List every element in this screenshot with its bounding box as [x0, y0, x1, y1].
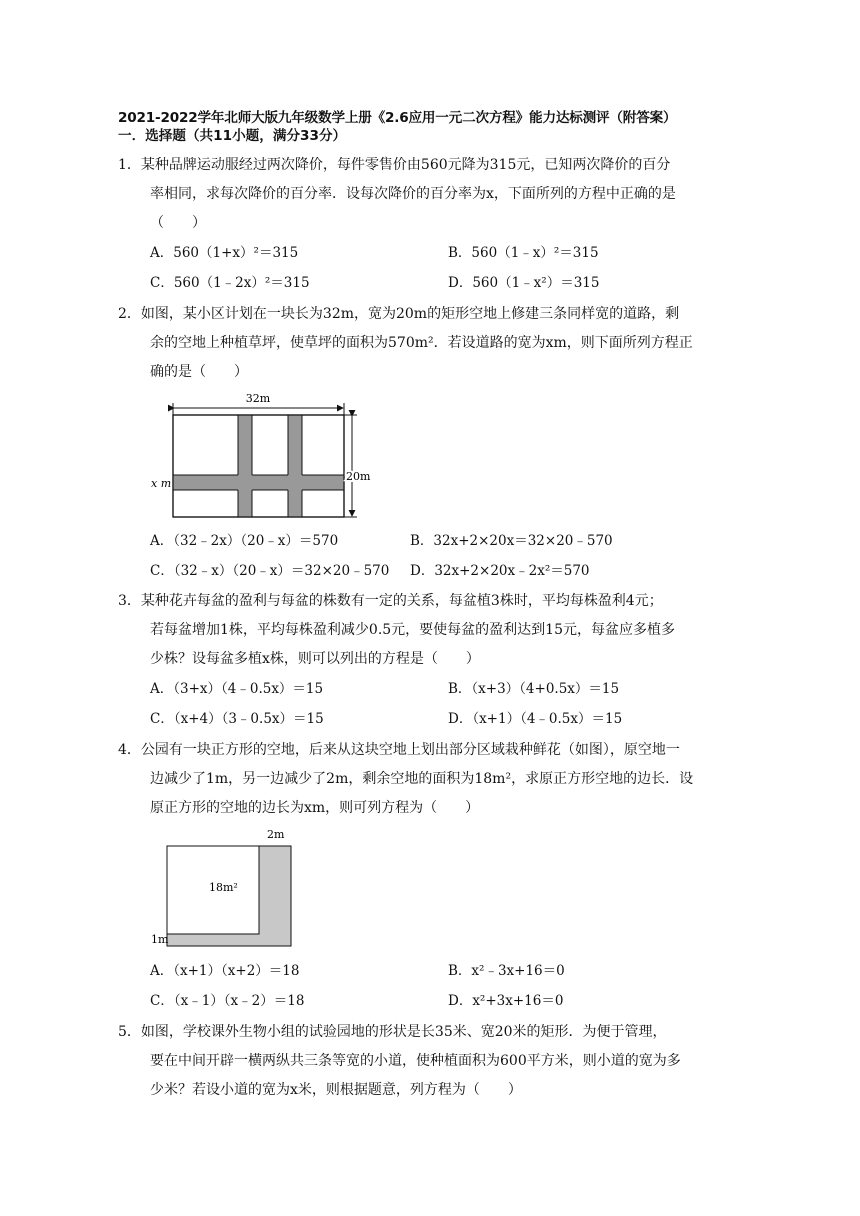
q4-option-a: A．（x+1）（x+2）＝18	[150, 963, 300, 979]
q4-option-d: D．x²+3x+16＝0	[448, 993, 564, 1009]
q1-option-d: D．560（1﹣x²）＝315	[448, 275, 600, 291]
q4-bottom-label: 1m	[151, 933, 169, 946]
q3-option-b: B．（x+3）（4+0.5x）＝15	[448, 681, 620, 697]
q2-option-c: C．（32﹣x）（20﹣x）＝32×20﹣570	[150, 563, 390, 579]
q3-line-2: 若每盆增加1株，平均每株盈利减少0.5元，要使每盆的盈利达到15元，每盆应多植多	[150, 622, 675, 638]
q4-area-label: 18m²	[209, 881, 238, 894]
q1-option-c: C．560（1﹣2x）²＝315	[150, 275, 310, 291]
q2-option-b: B．32x+2×20x＝32×20﹣570	[410, 533, 613, 549]
q2-line-2: 余的空地上种植草坪，使草坪的面积为570m²．若设道路的宽为xm，则下面所列方程正	[150, 335, 693, 351]
q4-line-2: 边减少了1m，另一边减少了2m，剩余空地的面积为18m²，求原正方形空地的边长．设	[150, 771, 694, 787]
q1-line-1: 1．某种品牌运动服经过两次降价，每件零售价由560元降为315元，已知两次降价的百分	[118, 157, 671, 173]
q2-option-a: A．（32﹣2x）（20﹣x）＝570	[150, 533, 339, 549]
q3-option-c: C．（x+4）（3﹣0.5x）＝15	[150, 711, 324, 727]
document-title: 2021-2022学年北师大版九年级数学上册《2.6应用一元二次方程》能力达标测评（附答案）	[118, 110, 677, 126]
q4-option-b: B．x²﹣3x+16＝0	[448, 963, 565, 979]
q3-line-1: 3．某种花卉每盆的盈利与每盆的株数有一定的关系，每盆植3株时，平均每株盈利4元；	[118, 593, 663, 609]
q3-option-a: A．（3+x）（4﹣0.5x）＝15	[150, 681, 324, 697]
q3-line-3: 少株？设每盆多植x株，则可以列出的方程是（ ）	[150, 651, 480, 667]
q2-option-d: D．32x+2×20x﹣2x²＝570	[410, 563, 590, 579]
q4-line-3: 原正方形的空地的边长为xm，则可列方程为（ ）	[150, 800, 480, 816]
q4-top-label: 2m	[267, 828, 285, 841]
q2-road-figure	[145, 388, 390, 524]
q4-line-1: 4．公园有一块正方形的空地，后来从这块空地上划出部分区域栽种鲜花（如图），原空地一	[118, 742, 680, 758]
q4-square-figure	[145, 822, 305, 952]
q4-option-c: C．（x﹣1）（x﹣2）＝18	[150, 993, 305, 1009]
q1-option-b: B．560（1﹣x）²＝315	[448, 245, 599, 261]
q2-line-1: 2．如图，某小区计划在一块长为32m，宽为20m的矩形空地上修建三条同样宽的道路，剩	[118, 306, 680, 322]
q3-option-d: D．（x+1）（4﹣0.5x）＝15	[448, 711, 623, 727]
q2-height-label: 20m	[346, 470, 371, 483]
q1-line-3: （ ）	[150, 215, 206, 231]
section-heading: 一．选择题（共11小题，满分33分）	[118, 128, 347, 144]
q2-road-width-label: x m	[151, 477, 172, 490]
q1-line-2: 率相同，求每次降价的百分率．设每次降价的百分率为x，下面所列的方程中正确的是	[150, 186, 676, 202]
q5-line-1: 5．如图，学校课外生物小组的试验园地的形状是长35米、宽20米的矩形．为便于管理，	[118, 1024, 667, 1040]
q5-line-3: 少米？若设小道的宽为x米，则根据题意，列方程为（ ）	[150, 1082, 522, 1098]
q2-line-3: 确的是（ ）	[150, 364, 248, 380]
q1-option-a: A．560（1+x）²＝315	[150, 245, 299, 261]
q5-line-2: 要在中间开辟一横两纵共三条等宽的小道，使种植面积为600平方米，则小道的宽为多	[150, 1053, 681, 1069]
q2-width-label: 32m	[245, 392, 271, 405]
